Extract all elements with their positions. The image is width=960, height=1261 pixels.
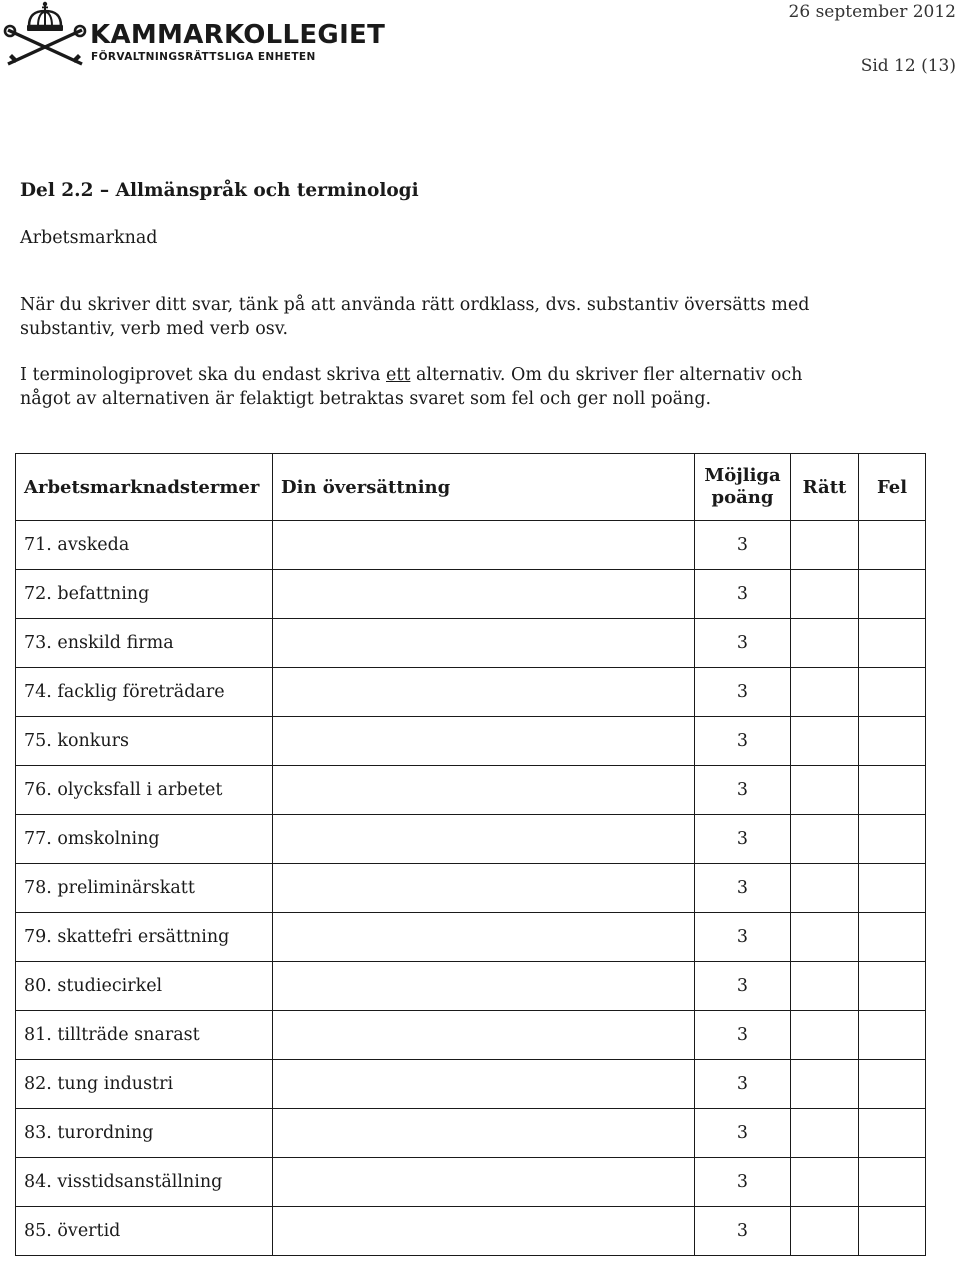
correct-mark-cell[interactable] [791, 570, 859, 619]
table-row [16, 864, 926, 913]
translation-answer-cell[interactable] [273, 962, 695, 1011]
correct-mark-cell[interactable] [791, 864, 859, 913]
points-cell: 3 [695, 962, 791, 1011]
translation-answer-cell[interactable] [273, 913, 695, 962]
translation-answer-cell[interactable] [273, 668, 695, 717]
column-header-translation: Din översättning [273, 454, 695, 521]
crown-keys-emblem-icon [2, 0, 88, 66]
term-cell: 85. övertid [16, 1207, 273, 1256]
term-cell: 72. befattning [16, 570, 273, 619]
term-cell: 81. tillträde snarast [16, 1011, 273, 1060]
correct-mark-cell[interactable] [791, 1158, 859, 1207]
wrong-mark-cell[interactable] [859, 1207, 926, 1256]
points-cell: 3 [695, 913, 791, 962]
translation-answer-cell[interactable] [273, 1158, 695, 1207]
correct-mark-cell[interactable] [791, 1207, 859, 1256]
term-cell: 75. konkurs [16, 717, 273, 766]
table-row [16, 766, 926, 815]
section-subheading: Arbetsmarknad [20, 228, 158, 248]
correct-mark-cell[interactable] [791, 1109, 859, 1158]
translation-answer-cell[interactable] [273, 1011, 695, 1060]
underlined-word: ett [386, 365, 411, 385]
table-row [16, 815, 926, 864]
column-header-points [695, 454, 791, 521]
translation-answer-cell[interactable] [273, 1207, 695, 1256]
term-cell: 82. tung industri [16, 1060, 273, 1109]
correct-mark-cell[interactable] [791, 1060, 859, 1109]
table-row [16, 717, 926, 766]
table-row [16, 668, 926, 717]
table-row [16, 521, 926, 570]
instruction-text: alternativ. Om du skriver fler alternativ och något av alternativen är felaktigt betraktas svaret som fel och ger noll poäng. [20, 365, 803, 409]
terminology-table [15, 453, 926, 1256]
wrong-mark-cell[interactable] [859, 1060, 926, 1109]
points-cell: 3 [695, 1207, 791, 1256]
correct-mark-cell[interactable] [791, 913, 859, 962]
points-cell: 3 [695, 570, 791, 619]
term-cell: 77. omskolning [16, 815, 273, 864]
correct-mark-cell[interactable] [791, 815, 859, 864]
section-heading: Del 2.2 – Allmänspråk och terminologi [20, 180, 419, 201]
wrong-mark-cell[interactable] [859, 864, 926, 913]
points-cell: 3 [695, 1109, 791, 1158]
term-cell: 84. visstidsanställning [16, 1158, 273, 1207]
document-date: 26 september 2012 [788, 2, 956, 22]
correct-mark-cell[interactable] [791, 766, 859, 815]
instruction-text: I terminologiprovet ska du endast skriva [20, 365, 386, 385]
wrong-mark-cell[interactable] [859, 717, 926, 766]
wrong-mark-cell[interactable] [859, 766, 926, 815]
wrong-mark-cell[interactable] [859, 913, 926, 962]
correct-mark-cell[interactable] [791, 962, 859, 1011]
table-row [16, 570, 926, 619]
translation-answer-cell[interactable] [273, 521, 695, 570]
translation-answer-cell[interactable] [273, 570, 695, 619]
table-row [16, 1011, 926, 1060]
wrong-mark-cell[interactable] [859, 521, 926, 570]
page-number: Sid 12 (13) [860, 56, 956, 76]
logo-name: KAMMARKOLLEGIET [90, 20, 386, 50]
column-header-wrong: Fel [859, 454, 926, 521]
wrong-mark-cell[interactable] [859, 668, 926, 717]
points-cell: 3 [695, 815, 791, 864]
correct-mark-cell[interactable] [791, 668, 859, 717]
correct-mark-cell[interactable] [791, 521, 859, 570]
points-cell: 3 [695, 864, 791, 913]
translation-answer-cell[interactable] [273, 766, 695, 815]
table-row [16, 1158, 926, 1207]
points-cell: 3 [695, 521, 791, 570]
points-cell: 3 [695, 1060, 791, 1109]
wrong-mark-cell[interactable] [859, 1158, 926, 1207]
term-cell: 79. skattefri ersättning [16, 913, 273, 962]
table-row [16, 1207, 926, 1256]
table-row [16, 962, 926, 1011]
correct-mark-cell[interactable] [791, 1011, 859, 1060]
logo-subtitle: FÖRVALTNINGSRÄTTSLIGA ENHETEN [91, 51, 316, 63]
wrong-mark-cell[interactable] [859, 619, 926, 668]
term-cell: 78. preliminärskatt [16, 864, 273, 913]
wrong-mark-cell[interactable] [859, 1011, 926, 1060]
table-row [16, 1109, 926, 1158]
translation-answer-cell[interactable] [273, 815, 695, 864]
table-row [16, 913, 926, 962]
table-row [16, 619, 926, 668]
points-cell: 3 [695, 619, 791, 668]
term-cell: 73. enskild firma [16, 619, 273, 668]
wrong-mark-cell[interactable] [859, 962, 926, 1011]
translation-answer-cell[interactable] [273, 717, 695, 766]
translation-answer-cell[interactable] [273, 619, 695, 668]
term-cell: 80. studiecirkel [16, 962, 273, 1011]
instruction-paragraph-1: När du skriver ditt svar, tänk på att använda rätt ordklass, dvs. substantiv översätts med substantiv, verb med verb osv. [20, 295, 810, 339]
translation-answer-cell[interactable] [273, 1109, 695, 1158]
column-header-term: Arbetsmarknadstermer [16, 454, 273, 521]
term-cell: 76. olycksfall i arbetet [16, 766, 273, 815]
wrong-mark-cell[interactable] [859, 570, 926, 619]
points-cell: 3 [695, 1158, 791, 1207]
correct-mark-cell[interactable] [791, 619, 859, 668]
translation-answer-cell[interactable] [273, 1060, 695, 1109]
points-header-line1: Möjliga [704, 465, 781, 486]
kammarkollegiet-logo [2, 0, 386, 66]
table-header-row [16, 454, 926, 521]
points-cell: 3 [695, 1011, 791, 1060]
correct-mark-cell[interactable] [791, 717, 859, 766]
term-cell: 74. facklig företrädare [16, 668, 273, 717]
term-cell: 83. turordning [16, 1109, 273, 1158]
wrong-mark-cell[interactable] [859, 815, 926, 864]
instruction-paragraph-2 [20, 363, 820, 411]
points-cell: 3 [695, 717, 791, 766]
points-cell: 3 [695, 668, 791, 717]
points-header-line2: poäng [711, 487, 774, 508]
translation-answer-cell[interactable] [273, 864, 695, 913]
term-cell: 71. avskeda [16, 521, 273, 570]
points-cell: 3 [695, 766, 791, 815]
column-header-correct: Rätt [791, 454, 859, 521]
table-row [16, 1060, 926, 1109]
wrong-mark-cell[interactable] [859, 1109, 926, 1158]
